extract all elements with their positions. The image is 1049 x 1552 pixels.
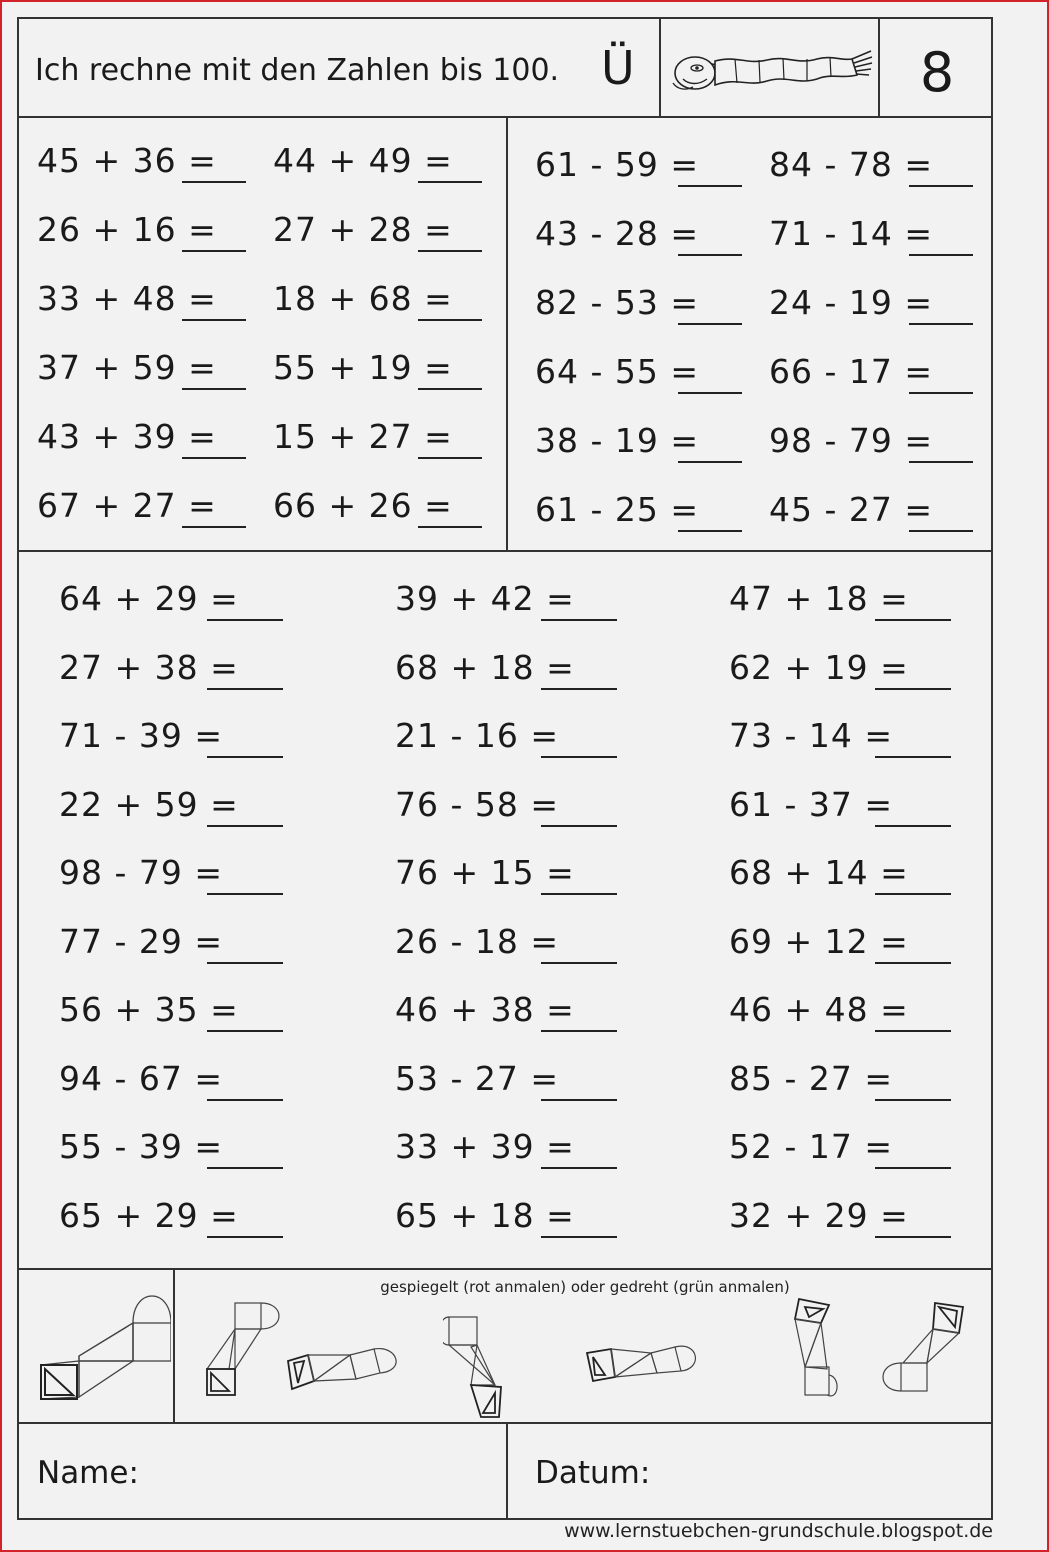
answer-blank[interactable] [207,756,283,758]
exercise: 26 - 18 = [395,921,560,961]
answer-blank[interactable] [207,1030,283,1032]
answer-blank[interactable] [909,392,973,394]
answer-blank[interactable] [909,185,973,187]
exercise: 44 + 49 = [273,141,453,180]
answer-blank[interactable] [418,319,482,321]
answer-blank[interactable] [541,825,617,827]
exercise: 84 - 78 = [769,145,934,184]
exercise: 85 - 27 = [729,1058,894,1098]
shape-1 [199,1301,285,1401]
exercise: 45 + 36 = [37,141,217,180]
exercise: 46 + 48 = [729,990,909,1029]
exercise: 55 + 19 = [273,348,453,387]
exercise: 76 + 15 = [395,853,575,892]
answer-blank[interactable] [875,1030,951,1032]
answer-blank[interactable] [207,688,283,690]
exercise: 65 + 29 = [59,1195,239,1235]
shape-3 [443,1313,515,1423]
exercise: 98 - 79 = [59,853,224,892]
answer-blank[interactable] [541,962,617,964]
exercise: 38 - 19 = [535,421,700,460]
date-label: Datum: [535,1455,651,1491]
answer-blank[interactable] [541,893,617,895]
answer-blank[interactable] [678,461,742,463]
exercise: 21 - 16 = [395,716,560,755]
exercise: 45 - 27 = [769,490,934,529]
shape-6 [877,1299,969,1395]
answer-blank[interactable] [541,1099,617,1101]
answer-blank[interactable] [541,756,617,758]
answer-blank[interactable] [678,323,742,325]
exercise: 22 + 59 = [59,784,239,824]
exercise: 64 + 29 = [59,579,239,618]
answer-blank[interactable] [182,457,246,459]
exercise: 27 + 28 = [273,210,453,249]
answer-blank[interactable] [182,250,246,252]
exercise: 76 - 58 = [395,784,560,824]
exercise: 53 - 27 = [395,1058,560,1098]
answer-blank[interactable] [909,254,973,256]
sheet-number: 8 [919,41,955,104]
answer-blank[interactable] [418,250,482,252]
answer-blank[interactable] [207,825,283,827]
answer-blank[interactable] [875,893,951,895]
exercise: 64 - 55 = [535,352,700,391]
answer-blank[interactable] [207,619,283,621]
exercise: 24 - 19 = [769,283,934,322]
source-url: www.lernstuebchen-grundschule.blogspot.de [564,1520,993,1542]
answer-blank[interactable] [541,1030,617,1032]
exercise: 69 + 12 = [729,921,909,961]
reference-shape [29,1291,171,1403]
exercise: 55 - 39 = [59,1127,224,1166]
exercise: 68 + 14 = [729,853,909,892]
exercise: 33 + 48 = [37,279,217,318]
exercise: 18 + 68 = [273,279,453,318]
worksheet-title: Ich rechne mit den Zahlen bis 100. [35,53,560,88]
answer-blank[interactable] [875,1167,951,1169]
answer-blank[interactable] [909,530,973,532]
answer-blank[interactable] [418,526,482,528]
exercise: 66 - 17 = [769,352,934,391]
exercise: 67 + 27 = [37,486,217,525]
exercise: 62 + 19 = [729,647,909,687]
answer-blank[interactable] [875,825,951,827]
answer-blank[interactable] [875,962,951,964]
exercise: 73 - 14 = [729,716,894,755]
answer-blank[interactable] [678,530,742,532]
answer-blank[interactable] [207,1167,283,1169]
exercise: 43 - 28 = [535,214,700,253]
answer-blank[interactable] [207,1099,283,1101]
exercise: 71 - 39 = [59,716,224,755]
exercise: 47 + 18 = [729,579,909,618]
answer-blank[interactable] [875,688,951,690]
exercise-badge: Ü [601,41,635,95]
exercise: 61 - 37 = [729,784,894,824]
exercise: 56 + 35 = [59,990,239,1029]
exercise: 32 + 29 = [729,1195,909,1235]
exercise: 46 + 38 = [395,990,575,1029]
exercise: 82 - 53 = [535,283,700,322]
answer-blank[interactable] [678,392,742,394]
answer-blank[interactable] [541,1167,617,1169]
answer-blank[interactable] [875,1236,951,1238]
exercise: 27 + 38 = [59,647,239,687]
answer-blank[interactable] [418,457,482,459]
answer-blank[interactable] [875,619,951,621]
shape-2 [284,1335,402,1397]
answer-blank[interactable] [678,185,742,187]
answer-blank[interactable] [909,323,973,325]
exercise: 61 - 59 = [535,145,700,184]
exercise: 65 + 18 = [395,1195,575,1235]
answer-blank[interactable] [207,1236,283,1238]
answer-blank[interactable] [541,688,617,690]
shape-5 [785,1295,861,1407]
worksheet [17,17,993,1520]
answer-blank[interactable] [541,1236,617,1238]
answer-blank[interactable] [875,1099,951,1101]
exercise: 68 + 18 = [395,647,575,687]
shape-4 [585,1335,699,1391]
exercise: 37 + 59 = [37,348,217,387]
answer-blank[interactable] [182,388,246,390]
answer-blank[interactable] [418,181,482,183]
exercise: 43 + 39 = [37,417,217,456]
exercise: 52 - 17 = [729,1127,894,1166]
exercise: 94 - 67 = [59,1058,224,1098]
exercise: 15 + 27 = [273,417,453,456]
answer-blank[interactable] [182,319,246,321]
exercise: 71 - 14 = [769,214,934,253]
worm-icon [667,45,875,101]
answer-blank[interactable] [182,526,246,528]
name-label: Name: [37,1455,139,1491]
exercise: 26 + 16 = [37,210,217,249]
exercise: 39 + 42 = [395,579,575,618]
shape-task-caption: gespiegelt (rot anmalen) oder gedreht (grün anmalen) [380,1278,790,1296]
exercise: 61 - 25 = [535,490,700,529]
exercise: 33 + 39 = [395,1127,575,1166]
exercise: 66 + 26 = [273,486,453,525]
answer-blank[interactable] [207,962,283,964]
answer-blank[interactable] [207,893,283,895]
exercise: 98 - 79 = [769,421,934,460]
answer-blank[interactable] [909,461,973,463]
answer-blank[interactable] [418,388,482,390]
answer-blank[interactable] [541,619,617,621]
exercise: 77 - 29 = [59,921,224,961]
answer-blank[interactable] [182,181,246,183]
answer-blank[interactable] [875,756,951,758]
answer-blank[interactable] [678,254,742,256]
